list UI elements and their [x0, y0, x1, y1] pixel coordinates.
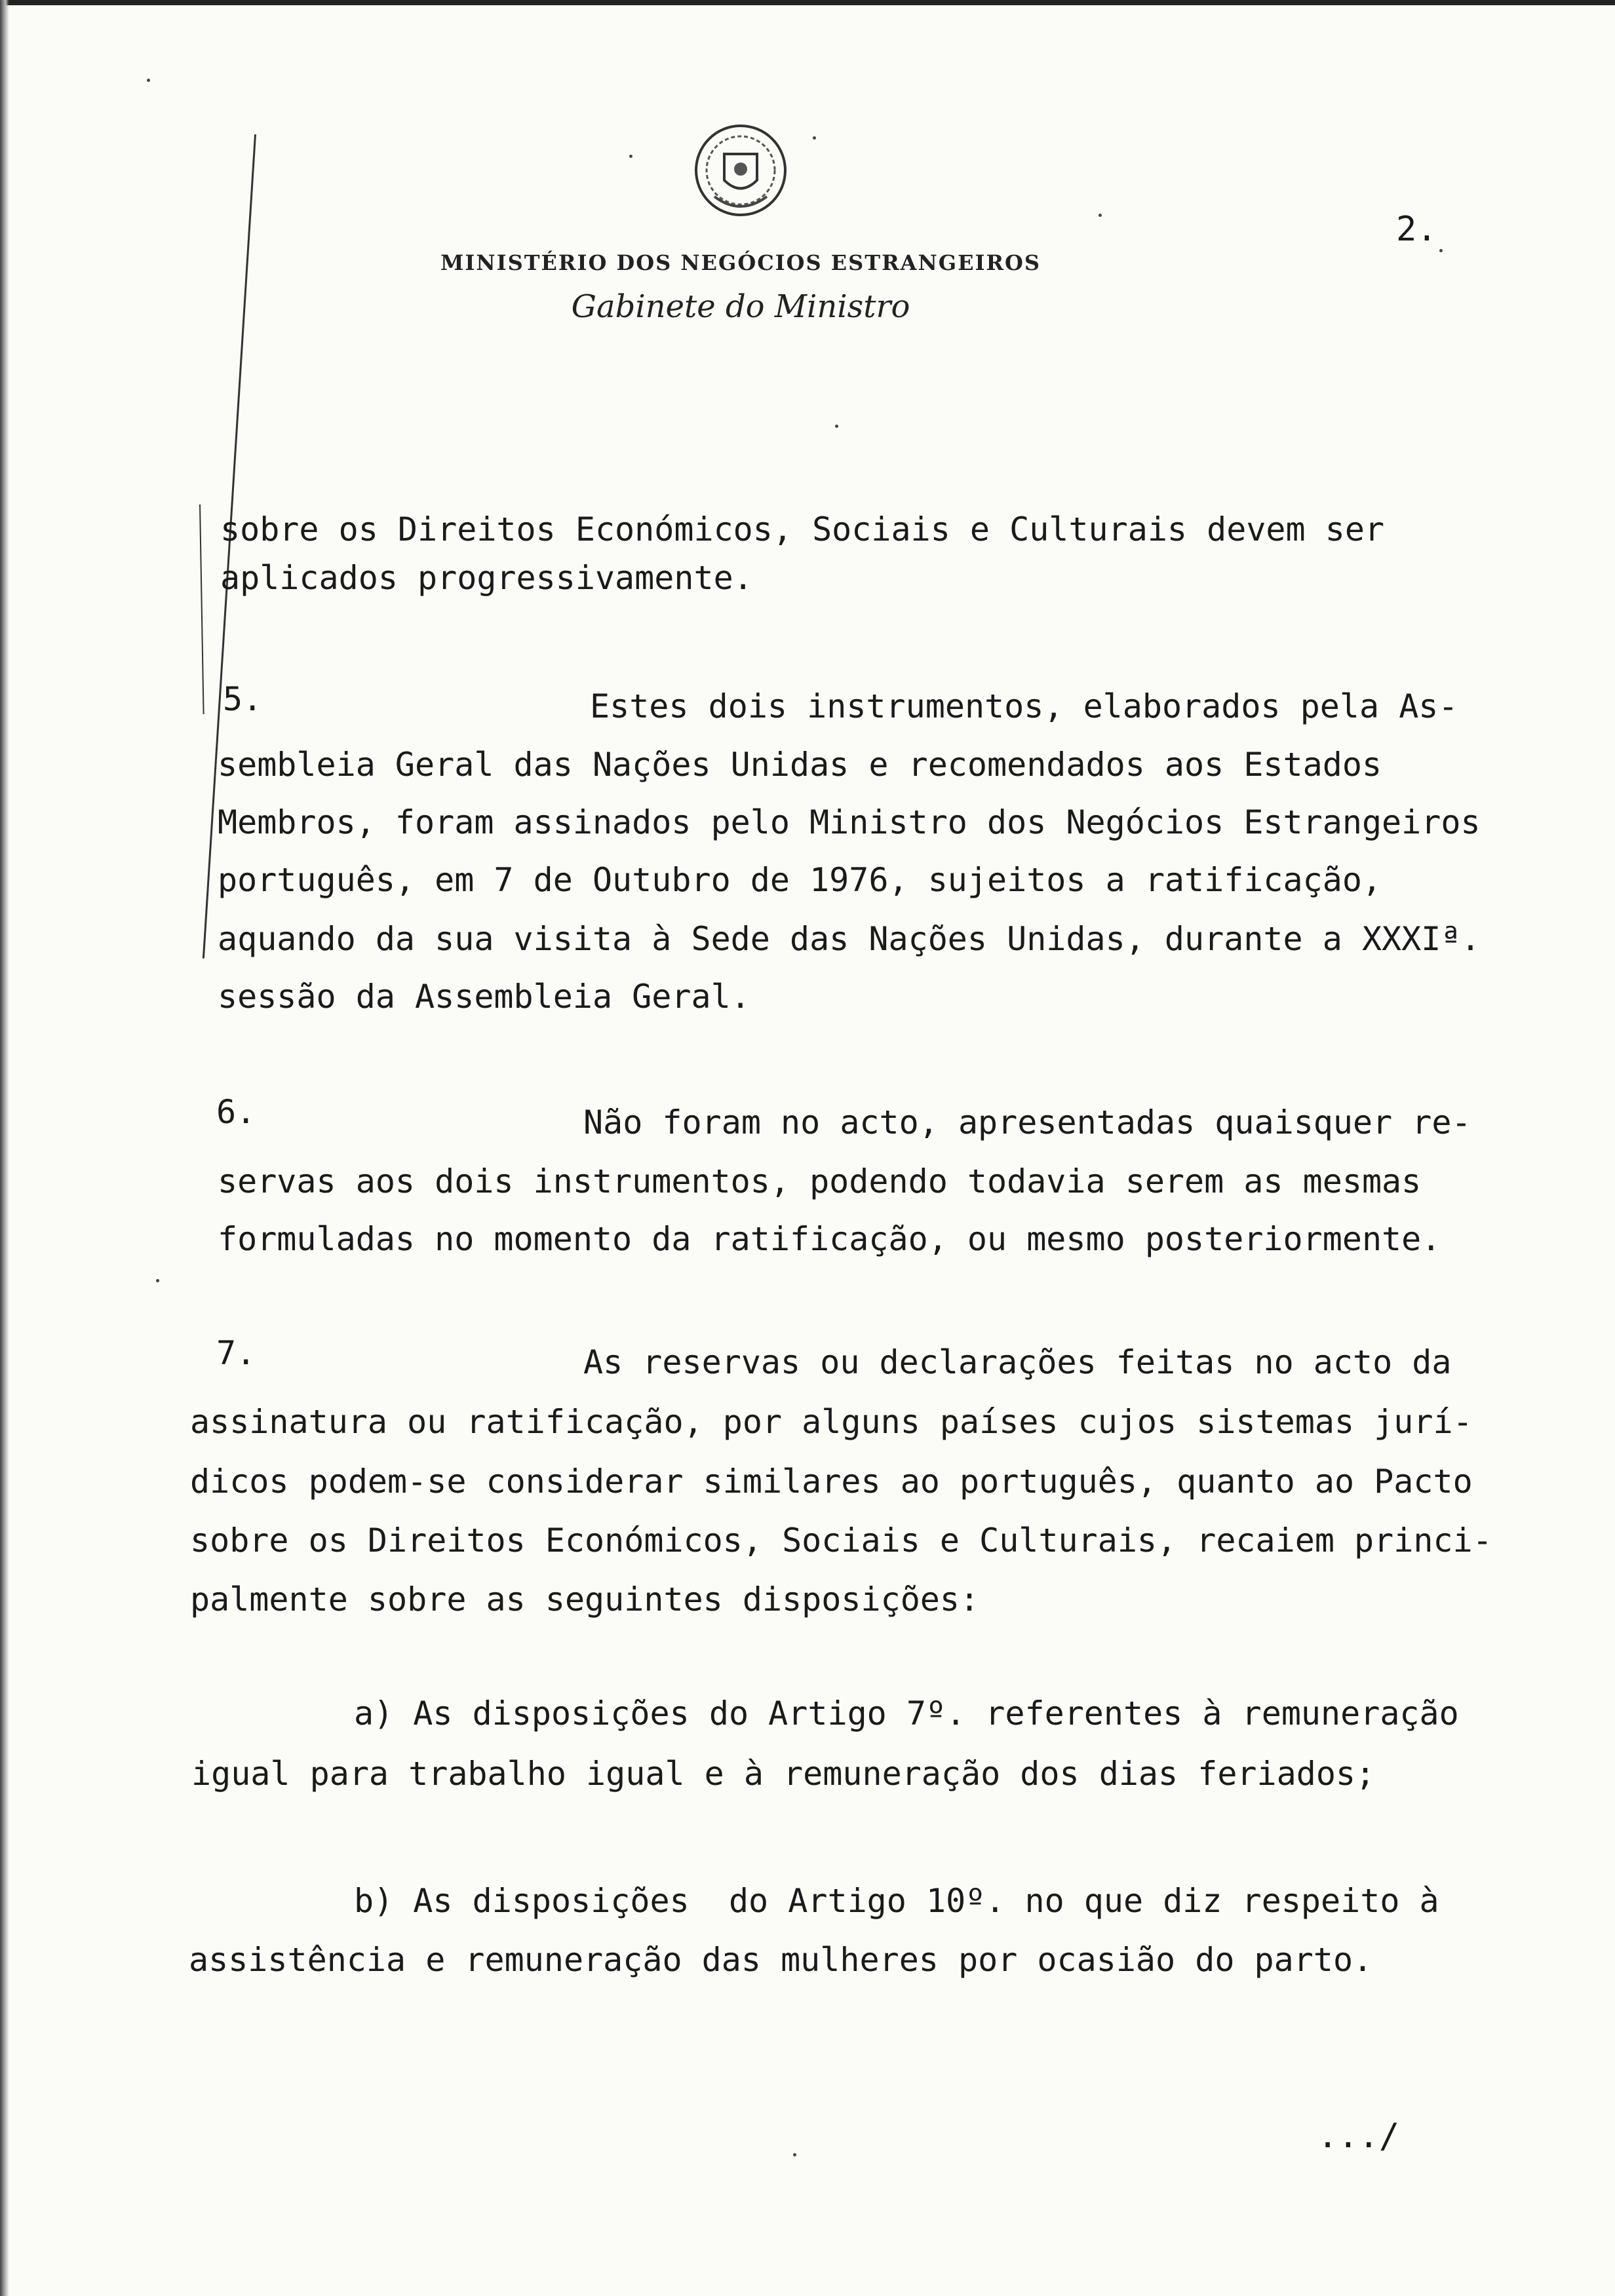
para-7-line-4: sobre os Direitos Económicos, Sociais e Culturais, recaiem princi- — [190, 1521, 1492, 1559]
para-6-number: 6. — [216, 1093, 256, 1131]
scan-speck — [147, 79, 150, 82]
scan-speck — [156, 1279, 159, 1282]
para-5-line-2: sembleia Geral das Nações Unidas e recomendados aos Estados — [218, 746, 1382, 784]
scan-speck — [1099, 214, 1102, 217]
para-5-line-1: Estes dois instrumentos, elaborados pela As- — [590, 687, 1458, 725]
scan-speck — [1439, 249, 1443, 252]
item-a-line-2: igual para trabalho igual e à remuneração dos dias feriados; — [191, 1755, 1376, 1793]
coat-of-arms-seal — [688, 118, 793, 223]
intro-line-1: sobre os Direitos Económicos, Sociais e Culturais devem ser — [220, 510, 1385, 548]
scan-left-edge — [0, 0, 9, 2296]
para-7-line-1: As reservas ou declarações feitas no acto da — [583, 1343, 1452, 1381]
para-7-line-3: dicos podem-se considerar similares ao português, quanto ao Pacto — [190, 1463, 1473, 1501]
continuation-mark: .../ — [1317, 2116, 1400, 2156]
item-b-line-1: b) As disposições do Artigo 10º. no que diz respeito à — [354, 1882, 1439, 1920]
para-5-line-6: sessão da Assembleia Geral. — [218, 978, 750, 1016]
scan-speck — [793, 2153, 796, 2156]
para-5-line-3: Membros, foram assinados pelo Ministro dos Negócios Estrangeiros — [218, 803, 1481, 841]
office-subtitle: Gabinete do Ministro — [571, 288, 910, 325]
para-7-line-5: palmente sobre as seguintes disposições: — [190, 1580, 980, 1618]
para-7-line-2: assinatura ou ratificação, por alguns países cujos sistemas jurí- — [190, 1403, 1473, 1441]
margin-pen-line-lower — [199, 505, 204, 714]
para-5-number: 5. — [223, 680, 263, 718]
intro-line-2: aplicados progressivamente. — [220, 559, 753, 597]
page-number: 2. — [1396, 210, 1437, 249]
scan-speck — [629, 155, 632, 158]
para-7-number: 7. — [216, 1334, 256, 1372]
item-b-line-2: assistência e remuneração das mulheres por ocasião do parto. — [189, 1941, 1373, 1979]
top-edge-rule — [0, 0, 1615, 5]
para-6-line-3: formuladas no momento da ratificação, ou mesmo posteriormente. — [218, 1220, 1441, 1258]
scan-speck — [813, 136, 816, 140]
scan-speck — [835, 425, 838, 428]
para-6-line-1: Não foram no acto, apresentadas quaisquer re- — [583, 1103, 1471, 1141]
para-5-line-4: português, em 7 de Outubro de 1976, sujeitos a ratificação, — [218, 861, 1382, 899]
ministry-title: MINISTÉRIO DOS NEGÓCIOS ESTRANGEIROS — [440, 250, 1041, 275]
item-a-line-1: a) As disposições do Artigo 7º. referentes à remuneração — [354, 1694, 1459, 1732]
para-6-line-2: servas aos dois instrumentos, podendo todavia serem as mesmas — [218, 1162, 1422, 1200]
para-5-line-5: aquando da sua visita à Sede das Nações Unidas, durante a XXXIª. — [218, 920, 1481, 958]
